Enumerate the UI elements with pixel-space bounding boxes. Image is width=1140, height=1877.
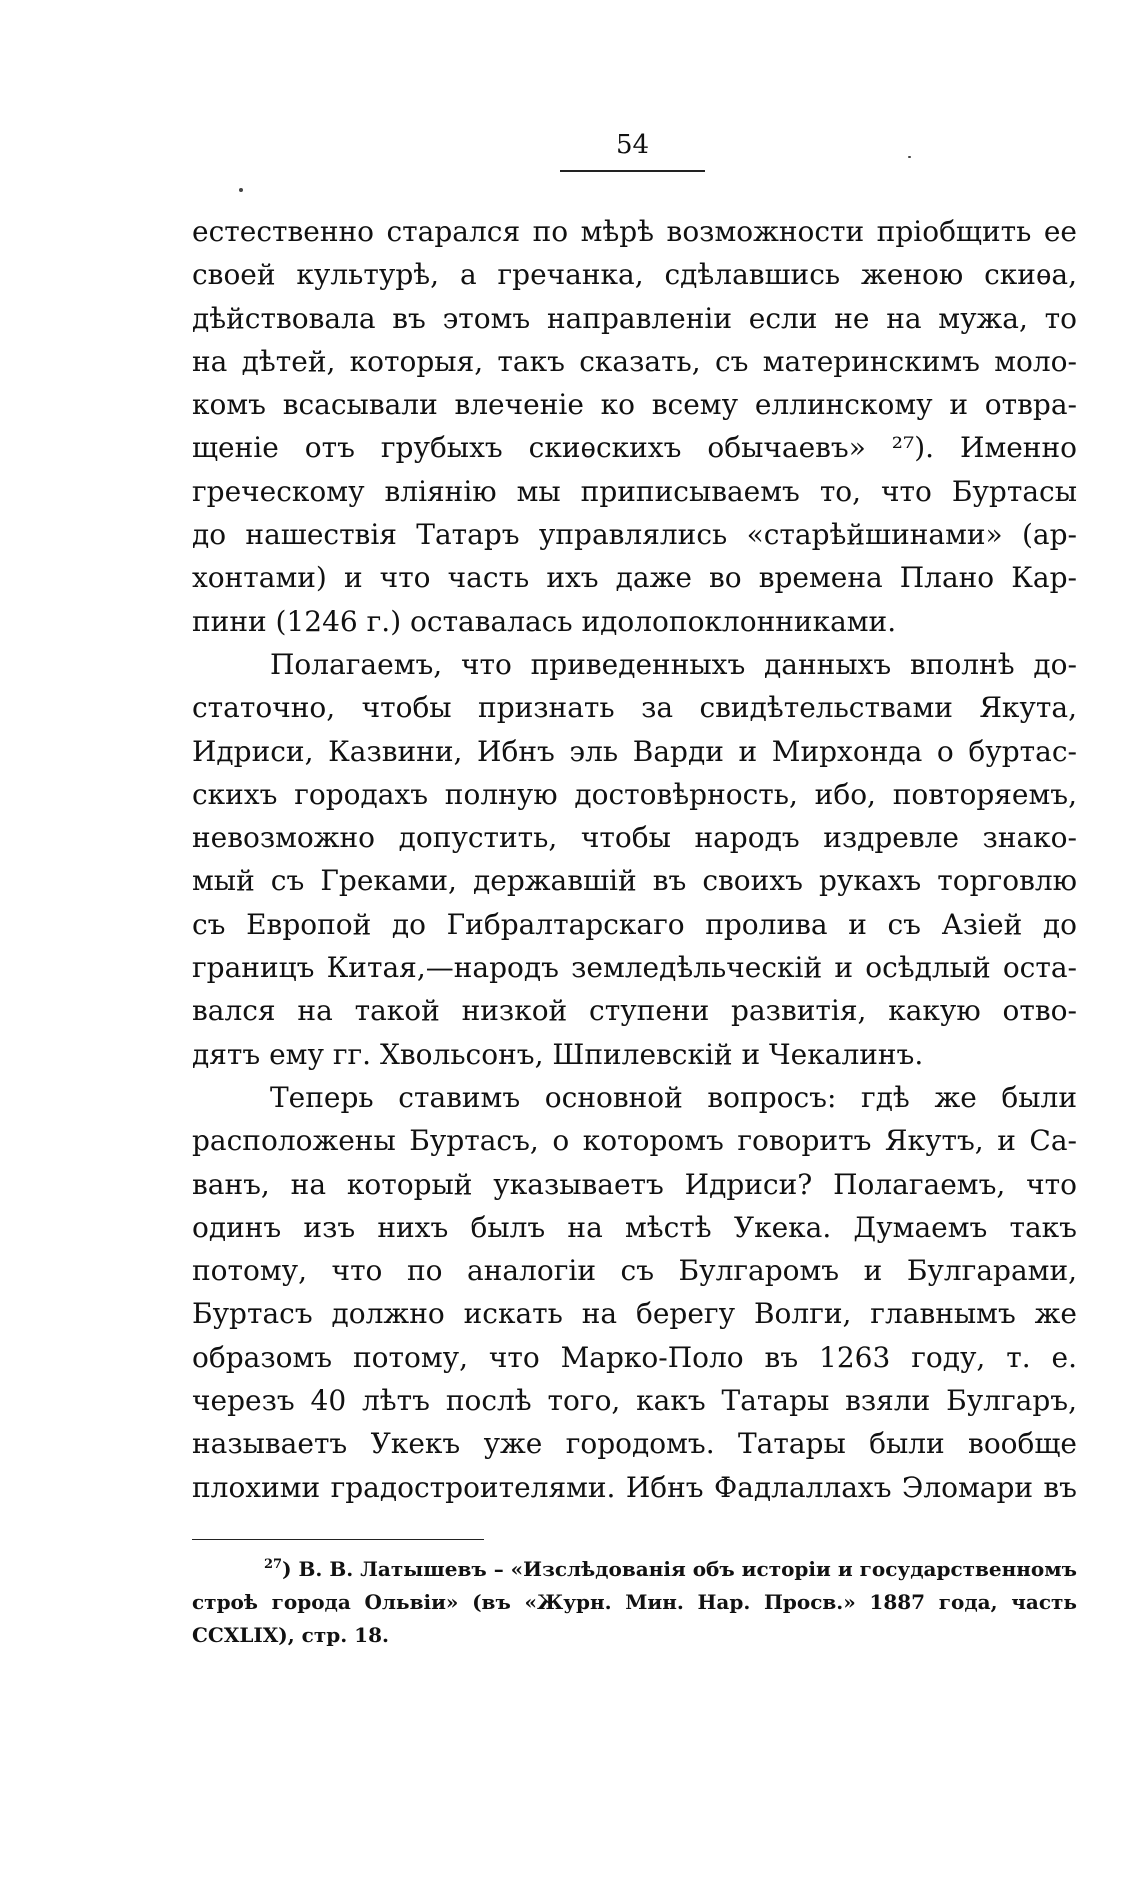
footnote-line: строѣ города Ольвіи» (въ «Журн. Мин. Нар. Просв.» 1887 года, часть	[192, 1590, 1077, 1614]
text-line: Теперь ставимъ основной вопросъ: гдѣ же были	[270, 1080, 1077, 1114]
text-line: съ Европой до Гибралтарскаго пролива и съ Азіей до	[192, 907, 1077, 941]
text-line: комъ всасывали влеченіе ко всему еллинскому и отвра-	[192, 388, 1077, 422]
paragraph	[192, 643, 1077, 1076]
paragraph	[192, 1076, 1077, 1509]
text-line: пини (1246 г.) оставалась идолопоклонниками.	[192, 604, 897, 638]
text-line: границъ Китая,—народъ земледѣльческій и осѣдлый оста-	[192, 951, 1077, 985]
text-line: невозможно допустить, чтобы народъ издревле знако-	[192, 821, 1077, 855]
text-line: потому, что по аналогіи съ Булгаромъ и Булгарами,	[192, 1254, 1077, 1288]
paragraph	[192, 210, 1077, 643]
footnote-line	[192, 1553, 1077, 1586]
footnote-mark: 27	[264, 1557, 283, 1572]
text-line: вался на такой низкой ступени развитія, какую отво-	[192, 994, 1077, 1028]
text-line: естественно старался по мѣрѣ возможности пріобщить ее	[192, 215, 1077, 248]
text-line: расположены Буртасъ, о которомъ говоритъ Якутъ, и Са-	[192, 1124, 1077, 1158]
text-line: одинъ изъ нихъ былъ на мѣстѣ Укека. Думаемъ такъ	[192, 1210, 1077, 1244]
text-line: ванъ, на который указываетъ Идриси? Полагаемъ, что	[192, 1167, 1077, 1201]
footnote-rule	[192, 1539, 484, 1540]
text-line: называетъ Укекъ уже городомъ. Татары были вообще	[192, 1427, 1077, 1461]
body-text	[192, 210, 1077, 1509]
text-line: мый съ Греками, державшій въ своихъ рукахъ торговлю	[192, 864, 1077, 898]
text-line: образомъ потому, что Марко-Поло въ 1263 году, т. е.	[192, 1340, 1077, 1374]
text-line: до нашествія Татаръ управлялись «старѣйшинами» (ар-	[192, 518, 1077, 552]
text-line: скихъ городахъ полную достовѣрность, ибо, повторяемъ,	[192, 777, 1077, 811]
text-line: плохими градостроителями. Ибнъ Фадлаллахъ Эломари въ	[192, 1470, 1077, 1504]
page-number-rule	[560, 170, 705, 172]
text-line: черезъ 40 лѣтъ послѣ того, какъ Татары взяли Булгаръ,	[192, 1384, 1077, 1418]
stray-mark	[908, 156, 911, 158]
footnote-text: ) В. В. Латышевъ – «Изслѣдованія объ исторіи и государственномъ	[282, 1557, 1077, 1581]
text-line: своей культурѣ, а гречанка, сдѣлавшись женою скиѳа,	[192, 258, 1077, 292]
text-line: дѣйствовала въ этомъ направленіи если не на мужа, то	[192, 301, 1077, 335]
text-line: Буртасъ должно искать на берегу Волги, главнымъ же	[192, 1297, 1077, 1331]
page-number: 54	[615, 130, 650, 160]
text-line: дятъ ему гг. Хвольсонъ, Шпилевскій и Чекалинъ.	[192, 1037, 924, 1071]
text-line: статочно, чтобы признать за свидѣтельствами Якута,	[192, 691, 1077, 725]
text-line: Полагаемъ, что приведенныхъ данныхъ вполнѣ до-	[270, 647, 1077, 681]
text-line: щеніе отъ грубыхъ скиѳскихъ обычаевъ» ²⁷). Именно	[192, 431, 1077, 465]
text-line: хонтами) и что часть ихъ даже во времена Плано Кар-	[192, 561, 1077, 595]
text-line: Идриси, Казвини, Ибнъ эль Варди и Мирхонда о буртас-	[192, 734, 1077, 768]
footnote-line: CCXLIX), стр. 18.	[192, 1623, 389, 1647]
stray-mark	[239, 188, 243, 192]
footnote	[192, 1553, 1077, 1652]
text-line: греческому вліянію мы приписываемъ то, что Буртасы	[192, 474, 1077, 508]
text-line: на дѣтей, которыя, такъ сказать, съ материнскимъ моло-	[192, 344, 1077, 378]
